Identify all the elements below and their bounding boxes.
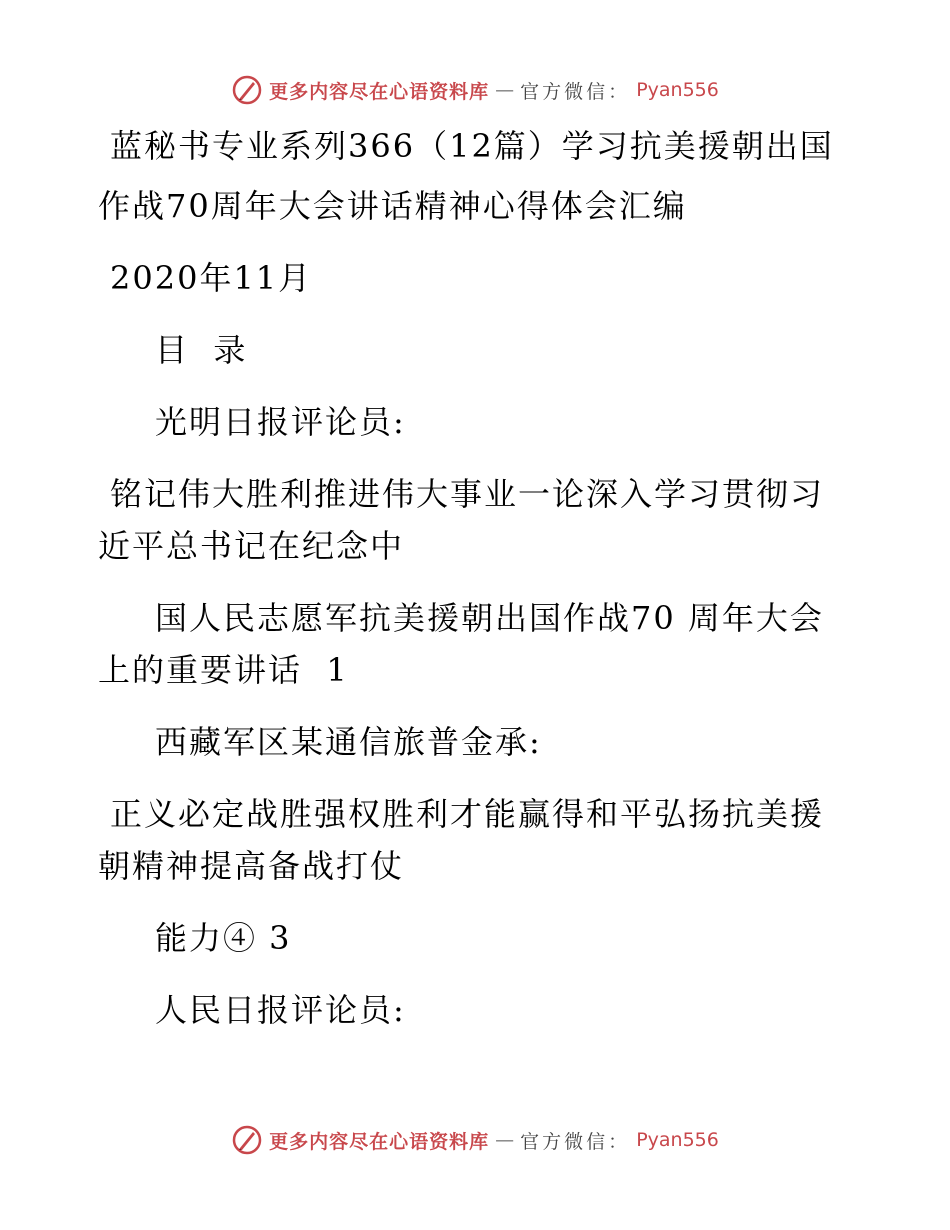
toc-entry: 朝精神提高备战打仗 bbox=[98, 847, 405, 885]
toc-entry: 光明日报评论员: bbox=[155, 403, 406, 441]
watermark-site-text: 更多内容尽在心语资料库 bbox=[269, 1130, 490, 1153]
toc-entry: 人民日报评论员: bbox=[155, 991, 406, 1029]
brand-banner bbox=[231, 1124, 719, 1156]
brand-banner bbox=[231, 74, 719, 106]
document-body bbox=[98, 120, 838, 1036]
document-title-line-1: 蓝秘书专业系列366（12篇）学习抗美援朝出国 bbox=[110, 127, 834, 165]
document-date: 2020年11月 bbox=[110, 259, 313, 297]
toc-entry: 近平总书记在纪念中 bbox=[98, 527, 405, 565]
toc-entry: 西藏军区某通信旅普金承: bbox=[155, 723, 542, 761]
watermark-wechat-id: Pyan556 bbox=[636, 79, 719, 101]
toc-entry: 国人民志愿军抗美援朝出国作战70 周年大会 bbox=[155, 599, 824, 637]
footer-watermark bbox=[0, 1120, 950, 1160]
watermark-dash: — bbox=[495, 1129, 515, 1151]
toc-entry: 能力④ 3 bbox=[155, 919, 292, 957]
watermark-dash: — bbox=[495, 79, 515, 101]
quill-pen-logo-icon bbox=[231, 74, 263, 106]
document-title-line-2: 作战70周年大会讲话精神心得体会汇编 bbox=[98, 187, 687, 225]
watermark-wechat-label: 官方微信： bbox=[520, 1130, 631, 1153]
watermark-site-text: 更多内容尽在心语资料库 bbox=[269, 80, 490, 103]
toc-entry: 上的重要讲话 1 bbox=[98, 651, 349, 689]
header-watermark bbox=[0, 70, 950, 110]
toc-entry: 铭记伟大胜利推进伟大事业一论深入学习贯彻习 bbox=[110, 475, 825, 513]
quill-pen-logo-icon bbox=[231, 1124, 263, 1156]
toc-heading: 目 录 bbox=[155, 331, 248, 369]
toc-entry: 正义必定战胜强权胜利才能赢得和平弘扬抗美援 bbox=[110, 795, 825, 833]
watermark-wechat-label: 官方微信： bbox=[520, 80, 631, 103]
watermark-wechat-id: Pyan556 bbox=[636, 1129, 719, 1151]
